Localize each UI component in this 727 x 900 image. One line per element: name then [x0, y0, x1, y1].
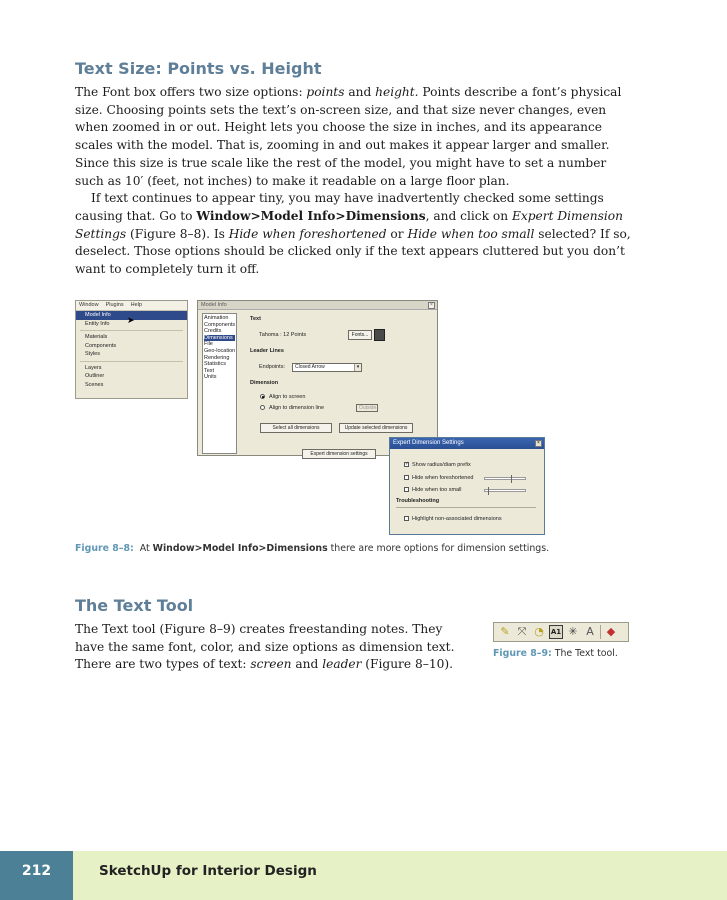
menu-item-styles[interactable]: Styles — [85, 351, 100, 357]
menu-help[interactable]: Help — [130, 302, 142, 308]
menu-window[interactable]: Window — [79, 302, 99, 308]
fonts-button[interactable]: Fonts... — [348, 330, 372, 340]
checkbox[interactable] — [404, 475, 409, 480]
endpoints-value: Closed Arrow — [295, 364, 325, 370]
body-text-section1 — [75, 84, 631, 279]
expert-dimension-settings-dialog — [389, 437, 545, 535]
menu-separator — [80, 330, 183, 331]
text-color-swatch[interactable] — [374, 329, 385, 341]
category-item[interactable]: Geo-location — [204, 347, 235, 354]
cursor-icon: ➤ — [127, 315, 135, 325]
book-title: SketchUp for Interior Design — [99, 863, 317, 879]
leader-lines-label: Leader Lines — [250, 348, 284, 354]
menu-separator — [80, 361, 183, 362]
close-icon[interactable]: × — [535, 440, 542, 447]
text-section-label: Text — [250, 316, 261, 322]
figure-label: Figure 8–9: — [493, 648, 552, 659]
menu-item-layers[interactable]: Layers — [85, 364, 102, 371]
toolbar-separator — [600, 625, 601, 639]
menubar — [76, 301, 187, 311]
category-item[interactable]: Credits — [204, 328, 222, 335]
align-line-value: Outside — [359, 405, 377, 411]
category-item[interactable]: Units — [204, 374, 217, 381]
tape-measure-icon[interactable]: ✎ — [500, 625, 510, 638]
dimension-section-label: Dimension — [250, 380, 279, 386]
checkbox[interactable] — [404, 487, 409, 492]
align-line-label: Align to dimension line — [269, 405, 325, 411]
align-screen-label: Align to screen — [269, 394, 306, 400]
font-readout: Tahoma : 12 Points — [259, 332, 307, 338]
highlight-nonassociated-label: Highlight non-associated dimensions — [412, 516, 502, 522]
dialog-title: Expert Dimension Settings — [393, 440, 464, 446]
dialog-titlebar — [198, 301, 437, 310]
menu-item-model-info[interactable]: Model Info — [76, 311, 187, 320]
divider — [396, 507, 536, 508]
3d-text-icon[interactable]: A — [586, 625, 594, 638]
menu-item-components[interactable]: Components — [85, 342, 117, 349]
category-item[interactable]: Text — [204, 367, 215, 374]
update-dimensions-button[interactable]: Update selected dimensions — [339, 423, 413, 433]
dialog-titlebar — [390, 438, 544, 449]
window-menu-screenshot — [75, 300, 188, 399]
menu-item-materials[interactable]: Materials — [85, 334, 108, 340]
menu-item-scenes[interactable]: Scenes — [85, 381, 104, 388]
figure-8-8-caption: Figure 8–8: At Window>Model Info>Dimensions there are more options for dimension settings. — [75, 543, 550, 554]
slider-handle[interactable] — [511, 475, 512, 483]
category-item[interactable]: File — [204, 341, 213, 348]
slider-handle[interactable] — [488, 487, 489, 495]
category-item[interactable]: Animation — [204, 315, 229, 321]
page-number: 212 — [0, 851, 73, 900]
endpoints-label: Endpoints: — [259, 364, 285, 370]
axes-icon[interactable]: ✳ — [568, 625, 578, 638]
endpoints-select[interactable] — [292, 363, 362, 372]
foreshortened-slider[interactable] — [484, 477, 526, 480]
category-item[interactable]: Statistics — [204, 361, 227, 368]
category-item[interactable]: Components — [204, 321, 235, 328]
menu-item-entity-info[interactable]: Entity Info — [85, 320, 110, 327]
figure-label: Figure 8–8: — [75, 543, 134, 554]
category-item-selected[interactable]: Dimensions — [204, 335, 235, 342]
too-small-slider[interactable] — [484, 489, 526, 492]
dimension-icon[interactable]: ⤧ — [517, 625, 527, 638]
align-screen-radio[interactable] — [260, 394, 265, 399]
category-item[interactable]: Rendering — [204, 354, 230, 361]
chevron-down-icon: ▾ — [354, 364, 361, 371]
figure-8-9-caption: Figure 8–9: The Text tool. — [493, 648, 618, 659]
text-tool-icon[interactable]: A1 — [549, 625, 563, 639]
hide-foreshortened-label: Hide when foreshortened — [412, 475, 474, 481]
menu-item-outliner[interactable]: Outliner — [85, 373, 105, 379]
section-heading-text-size: Text Size: Points vs. Height — [75, 59, 322, 78]
close-icon[interactable]: × — [428, 302, 435, 309]
section-plane-icon[interactable]: ◆ — [606, 625, 616, 638]
body-text-section2 — [75, 621, 475, 674]
paragraph: The Text tool (Figure 8–9) creates freestanding notes. They have the same font, color, and size options as dimension text. There are two types of text: screen and leader (Figure 8–10). — [75, 622, 455, 672]
align-line-radio[interactable] — [260, 405, 265, 410]
hide-too-small-label: Hide when too small — [412, 487, 462, 493]
annotation-toolbar — [493, 622, 629, 642]
align-line-select[interactable] — [356, 404, 378, 412]
troubleshooting-label: Troubleshooting — [396, 498, 440, 504]
page-footer — [0, 851, 727, 900]
checkbox[interactable] — [404, 516, 409, 521]
model-info-dialog — [197, 300, 438, 456]
menu-plugins[interactable]: Plugins — [105, 302, 124, 308]
show-radius-prefix-label: Show radius/diam prefix — [412, 462, 471, 468]
expert-dimension-settings-button[interactable]: Expert dimension settings — [302, 449, 376, 459]
protractor-icon[interactable]: ◔ — [534, 625, 544, 638]
section-heading-text-tool: The Text Tool — [75, 596, 194, 615]
paragraph: If text continues to appear tiny, you may have inadvertently checked some settings causing that. Go to Window>Model Info>Dimensions, and click on Expert Dimension Settings (Figure 8–8). Is Hide when foreshortened or Hide when too small selected? If so, deselect. Those options should be clicked only if the text appears cluttered but you don’t want to completely turn it off. — [75, 191, 631, 277]
paragraph: The Font box offers two size options: points and height. Points describe a font’s physical size. Choosing points sets the text’s on-screen size, and that size never changes, even when zoomed in or out. Height lets you choose the size in inches, and its appearance scales with the model. That is, zooming in and out makes it appear larger and smaller. Since this size is true scale like the rest of the model, you might have to set a number such as 10′ (feet, not inches) to make it readable on a large floor plan. — [75, 85, 622, 188]
category-list — [202, 313, 237, 454]
select-all-dimensions-button[interactable]: Select all dimensions — [260, 423, 332, 433]
checkbox-checked[interactable]: ✓ — [405, 461, 410, 467]
dialog-title: Model Info — [201, 302, 227, 308]
